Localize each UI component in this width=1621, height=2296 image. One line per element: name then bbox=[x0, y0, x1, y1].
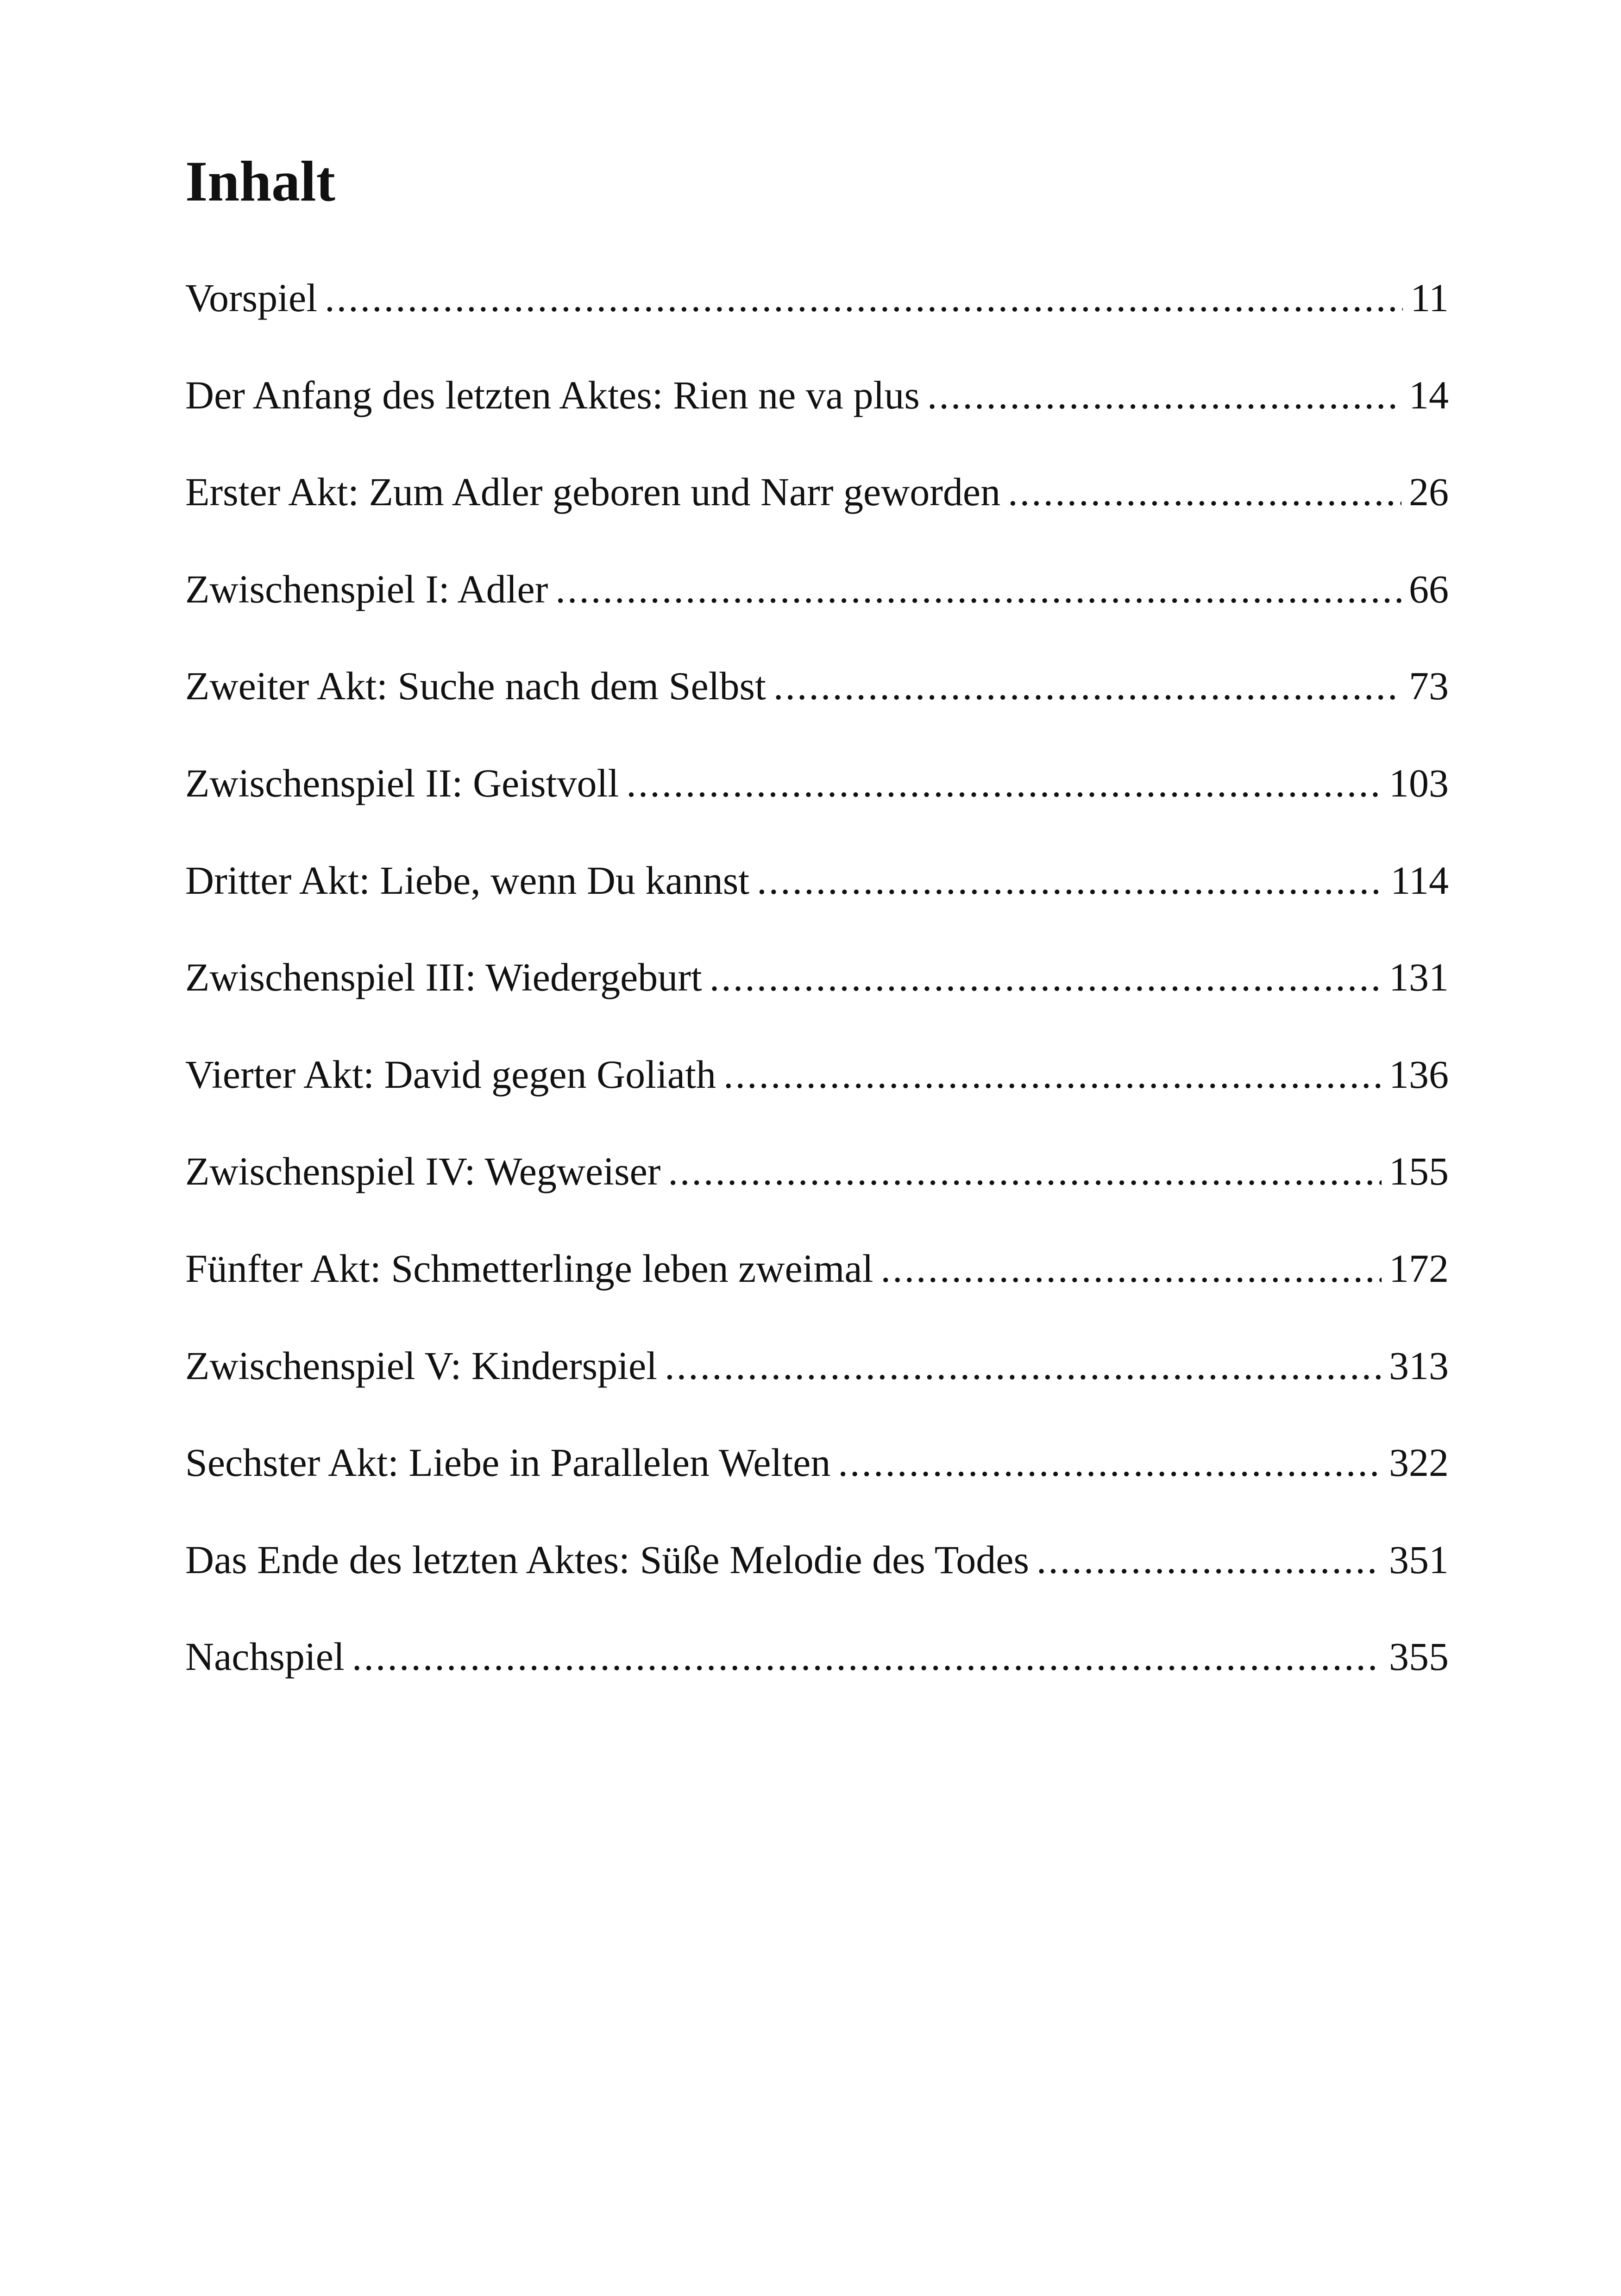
toc-entry-page: 136 bbox=[1389, 1054, 1449, 1097]
toc-entry-leader bbox=[668, 1151, 1382, 1191]
toc-entry bbox=[185, 1637, 1449, 1734]
toc-entry-title: Erster Akt: Zum Adler geboren und Narr geworden bbox=[185, 472, 1001, 514]
toc-entry-title: Zweiter Akt: Suche nach dem Selbst bbox=[185, 666, 766, 709]
toc-entry-title: Zwischenspiel II: Geistvoll bbox=[185, 763, 619, 805]
toc-heading: Inhalt bbox=[185, 150, 335, 213]
toc-entry bbox=[185, 1151, 1449, 1248]
toc-entry-page: 114 bbox=[1390, 860, 1449, 903]
toc-entry-leader bbox=[773, 666, 1401, 706]
toc-entry-title: Vorspiel bbox=[185, 278, 318, 320]
toc-entry-page: 322 bbox=[1389, 1443, 1449, 1485]
toc-entry-title: Dritter Akt: Liebe, wenn Du kannst bbox=[185, 860, 750, 903]
toc-entry-page: 131 bbox=[1389, 957, 1449, 1000]
toc-entry bbox=[185, 1443, 1449, 1540]
toc-entry bbox=[185, 666, 1449, 763]
toc-entry bbox=[185, 472, 1449, 569]
toc-entry-page: 313 bbox=[1389, 1345, 1449, 1388]
toc-entry-title: Zwischenspiel I: Adler bbox=[185, 569, 548, 611]
toc-entry bbox=[185, 375, 1449, 472]
toc-entry bbox=[185, 763, 1449, 860]
toc-entry-leader bbox=[880, 1248, 1382, 1288]
toc-entry-page: 73 bbox=[1409, 666, 1449, 709]
toc-entry bbox=[185, 1248, 1449, 1346]
toc-entry-page: 66 bbox=[1409, 569, 1449, 611]
toc-entry-leader bbox=[723, 1054, 1382, 1094]
toc-entry-title: Fünfter Akt: Schmetterlinge leben zweimal bbox=[185, 1248, 873, 1291]
toc-entry-leader bbox=[927, 375, 1401, 415]
toc-entry-leader bbox=[757, 860, 1383, 900]
toc-entry-title: Zwischenspiel V: Kinderspiel bbox=[185, 1345, 658, 1388]
toc-entry bbox=[185, 957, 1449, 1054]
toc-entry-leader bbox=[325, 278, 1403, 318]
toc-entry-page: 172 bbox=[1389, 1248, 1449, 1291]
toc-entry-title: Nachspiel bbox=[185, 1637, 345, 1679]
toc-entry-leader bbox=[1008, 472, 1401, 512]
toc-entry-page: 103 bbox=[1389, 763, 1449, 805]
toc-list bbox=[185, 278, 1449, 1734]
toc-entry-title: Zwischenspiel III: Wiedergeburt bbox=[185, 957, 702, 1000]
toc-entry-title: Vierter Akt: David gegen Goliath bbox=[185, 1054, 716, 1097]
toc-entry-leader bbox=[710, 957, 1382, 997]
toc-entry-title: Zwischenspiel IV: Wegweiser bbox=[185, 1151, 661, 1194]
toc-entry-leader bbox=[1037, 1540, 1382, 1580]
toc-entry bbox=[185, 1054, 1449, 1152]
toc-entry-leader bbox=[555, 569, 1401, 609]
toc-entry bbox=[185, 860, 1449, 958]
toc-entry-page: 155 bbox=[1389, 1151, 1449, 1194]
toc-entry-leader bbox=[838, 1443, 1382, 1482]
toc-entry-leader bbox=[626, 763, 1382, 803]
toc-entry bbox=[185, 278, 1449, 375]
toc-entry-leader bbox=[665, 1346, 1382, 1386]
toc-entry-page: 351 bbox=[1389, 1539, 1449, 1582]
toc-entry-leader bbox=[352, 1637, 1382, 1676]
toc-entry bbox=[185, 569, 1449, 666]
toc-entry-title: Der Anfang des letzten Aktes: Rien ne va plus bbox=[185, 375, 920, 417]
toc-entry-title: Sechster Akt: Liebe in Parallelen Welten bbox=[185, 1443, 831, 1485]
toc-entry-title: Das Ende des letzten Aktes: Süße Melodie des Todes bbox=[185, 1539, 1029, 1582]
toc-entry-page: 26 bbox=[1409, 472, 1449, 514]
toc-entry-page: 355 bbox=[1389, 1637, 1449, 1679]
toc-entry bbox=[185, 1346, 1449, 1443]
toc-entry-page: 14 bbox=[1409, 375, 1449, 417]
toc-entry bbox=[185, 1540, 1449, 1637]
toc-entry-page: 11 bbox=[1410, 278, 1449, 320]
